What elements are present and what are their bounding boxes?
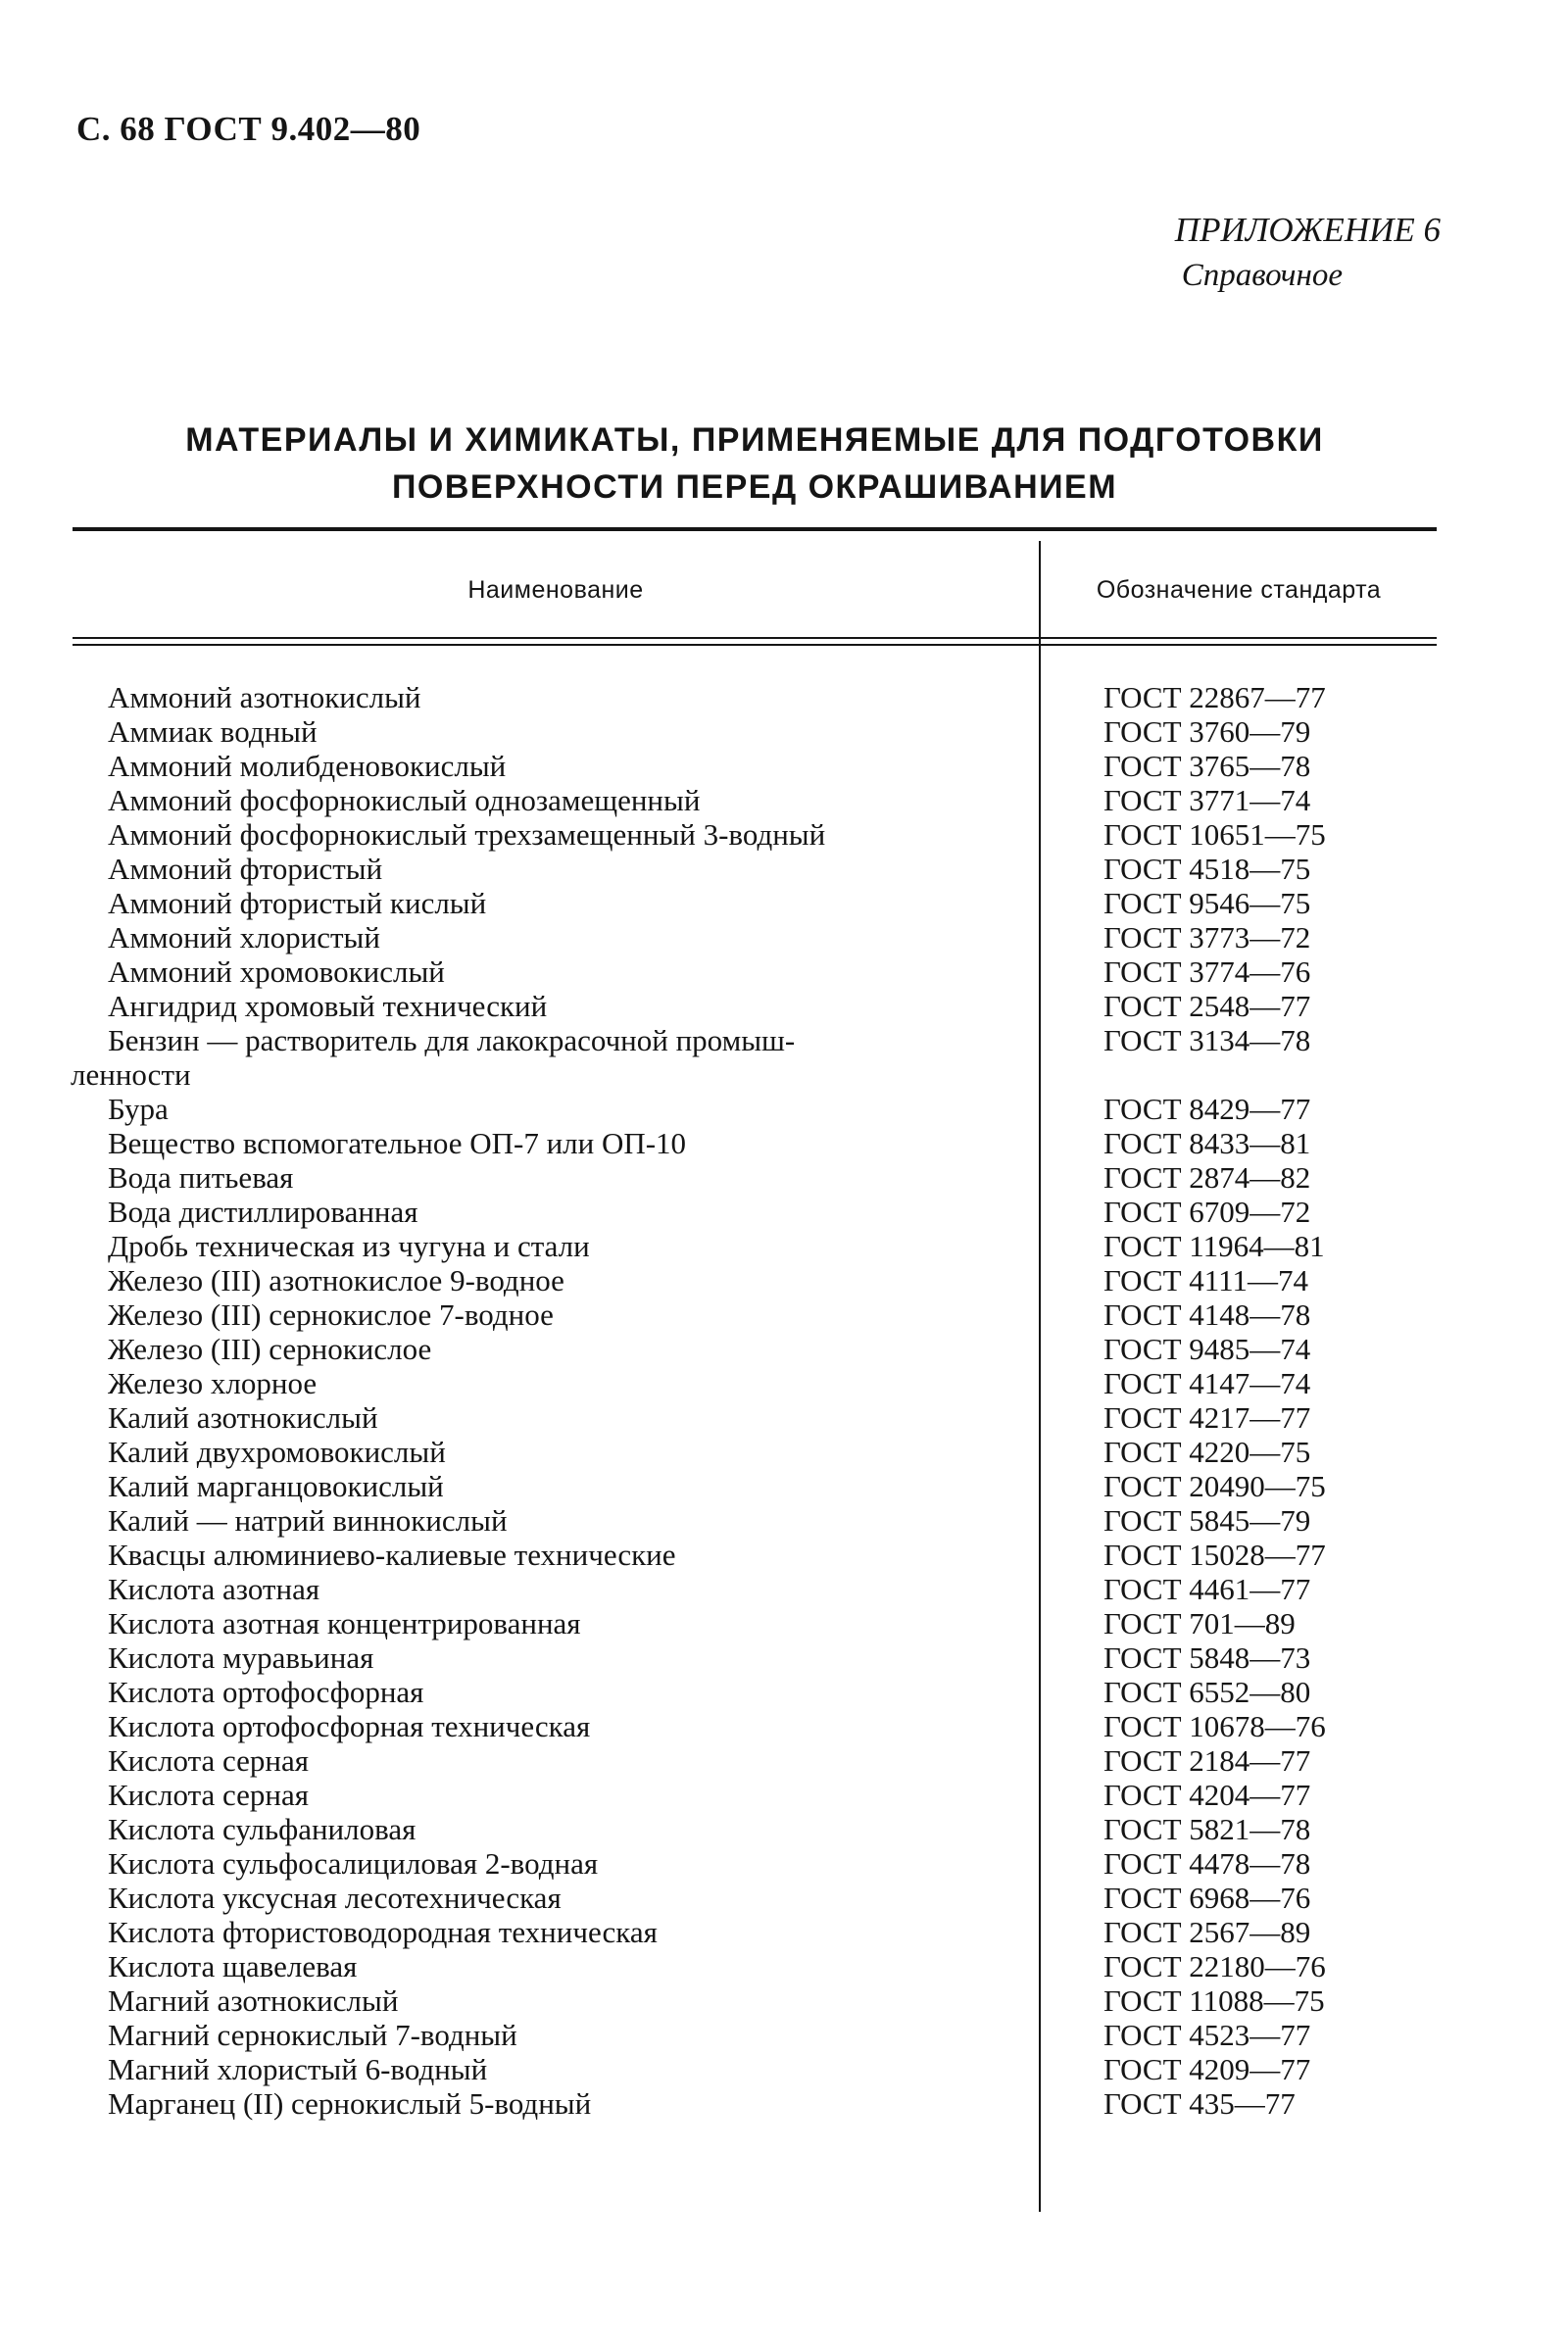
table-row	[0, 1195, 1568, 1229]
material-name	[108, 1195, 995, 1229]
standard-designation: ГОСТ 2184—77	[1103, 1743, 1311, 1778]
table-body	[0, 680, 1568, 2121]
material-name	[108, 1983, 995, 2018]
material-name-text: Магний азотнокислый	[108, 1983, 399, 2018]
material-name-text: Железо (III) азотнокислое 9-водное	[108, 1263, 564, 1297]
material-name-text: Железо (III) сернокислое	[108, 1332, 432, 1366]
material-name	[108, 1366, 995, 1400]
material-name	[108, 1881, 995, 1915]
table-row	[0, 886, 1568, 920]
table-row	[0, 1846, 1568, 1881]
material-name-text: Квасцы алюминиево-калиевые технические	[108, 1538, 676, 1572]
material-name	[108, 886, 995, 920]
standard-designation: ГОСТ 3773—72	[1103, 920, 1311, 954]
table-row	[0, 1435, 1568, 1469]
material-name-text: Кислота сульфосалициловая 2-водная	[108, 1846, 599, 1881]
material-name	[108, 1675, 995, 1709]
standard-designation: ГОСТ 5845—79	[1103, 1503, 1311, 1538]
header-rule	[73, 644, 1437, 646]
material-name	[108, 680, 995, 714]
standard-designation: ГОСТ 5821—78	[1103, 1812, 1311, 1846]
table-row	[0, 1503, 1568, 1538]
material-name-text: Кислота серная	[108, 1778, 310, 1812]
title-line-2: ПОВЕРХНОСТИ ПЕРЕД ОКРАШИВАНИЕМ	[391, 468, 1118, 506]
material-name	[108, 1640, 995, 1675]
material-name-text: Марганец (II) сернокислый 5-водный	[108, 2086, 592, 2121]
material-name-text: Вода питьевая	[108, 1160, 294, 1195]
table-row	[0, 1469, 1568, 1503]
table-row	[0, 1743, 1568, 1778]
table-row	[0, 920, 1568, 954]
material-name	[108, 989, 995, 1023]
material-name-text: Кислота ортофосфорная техническая	[108, 1709, 591, 1743]
material-name-text: Бура	[108, 1092, 169, 1126]
appendix-type: Справочное	[1181, 258, 1343, 293]
standard-designation: ГОСТ 2548—77	[1103, 989, 1311, 1023]
table-row	[0, 817, 1568, 852]
material-name	[108, 1778, 995, 1812]
material-name-text: Аммоний фосфорнокислый трехзамещенный 3-водный	[108, 817, 826, 852]
material-name-continuation: ленности	[71, 1057, 191, 1092]
table-row	[0, 1881, 1568, 1915]
running-head: С. 68 ГОСТ 9.402—80	[76, 110, 421, 148]
material-name-text: Аммиак водный	[108, 714, 318, 749]
table-row	[0, 1640, 1568, 1675]
title-line-1: МАТЕРИАЛЫ И ХИМИКАТЫ, ПРИМЕНЯЕМЫЕ ДЛЯ ПОДГОТОВКИ	[185, 421, 1324, 459]
table-row	[0, 1949, 1568, 1983]
standard-designation: ГОСТ 3760—79	[1103, 714, 1311, 749]
standard-designation: ГОСТ 3134—78	[1103, 1023, 1311, 1057]
material-name	[108, 1949, 995, 1983]
material-name-text: Кислота муравьиная	[108, 1640, 374, 1675]
standard-designation: ГОСТ 701—89	[1103, 1606, 1296, 1640]
standard-designation: ГОСТ 10678—76	[1103, 1709, 1326, 1743]
table-row	[0, 1263, 1568, 1297]
table-row	[0, 1606, 1568, 1640]
material-name-text: Вода дистиллированная	[108, 1195, 418, 1229]
material-name	[108, 1400, 995, 1435]
standard-designation: ГОСТ 4209—77	[1103, 2052, 1311, 2086]
standard-designation: ГОСТ 20490—75	[1103, 1469, 1326, 1503]
table-top-rule	[73, 527, 1437, 531]
material-name	[108, 1263, 995, 1297]
standard-designation: ГОСТ 6552—80	[1103, 1675, 1311, 1709]
standard-designation: ГОСТ 10651—75	[1103, 817, 1326, 852]
standard-designation: ГОСТ 9546—75	[1103, 886, 1311, 920]
table-row	[0, 2018, 1568, 2052]
table-row	[0, 783, 1568, 817]
material-name	[108, 749, 995, 783]
table-row	[0, 1126, 1568, 1160]
material-name-text: Аммоний хлористый	[108, 920, 380, 954]
standard-designation: ГОСТ 4204—77	[1103, 1778, 1311, 1812]
material-name-text: Калий марганцовокислый	[108, 1469, 444, 1503]
table-row	[0, 714, 1568, 749]
material-name-text: Аммоний молибденовокислый	[108, 749, 507, 783]
material-name-text: Аммоний хромовокислый	[108, 954, 445, 989]
material-name-text: Вещество вспомогательное ОП-7 или ОП-10	[108, 1126, 687, 1160]
appendix-label	[1175, 208, 1441, 298]
material-name-text: Калий двухромовокислый	[108, 1435, 446, 1469]
standard-designation: ГОСТ 4461—77	[1103, 1572, 1311, 1606]
material-name	[108, 1126, 995, 1160]
table-row	[0, 2052, 1568, 2086]
material-name-text: Аммоний фтористый кислый	[108, 886, 487, 920]
material-name-text: Калий — натрий виннокислый	[108, 1503, 508, 1538]
table-row	[0, 1812, 1568, 1846]
material-name-text: Кислота азотная концентрированная	[108, 1606, 581, 1640]
material-name	[108, 1572, 995, 1606]
standard-designation: ГОСТ 2567—89	[1103, 1915, 1311, 1949]
table-row	[0, 1915, 1568, 1949]
material-name	[108, 1538, 995, 1572]
header-rule	[73, 637, 1437, 639]
material-name	[108, 1297, 995, 1332]
material-name-text: Железо (III) сернокислое 7-водное	[108, 1297, 554, 1332]
table-row	[0, 680, 1568, 714]
table-row	[0, 1160, 1568, 1195]
material-name	[108, 1503, 995, 1538]
material-name	[108, 2018, 995, 2052]
standard-designation: ГОСТ 5848—73	[1103, 1640, 1311, 1675]
table-row	[0, 1572, 1568, 1606]
standard-designation: ГОСТ 4220—75	[1103, 1435, 1311, 1469]
material-name	[108, 783, 995, 817]
table-row	[0, 852, 1568, 886]
material-name-text: Кислота ортофосфорная	[108, 1675, 424, 1709]
material-name-text: Бензин — растворитель для лакокрасочной промыш-	[108, 1023, 796, 1057]
material-name	[108, 852, 995, 886]
material-name-text: Аммоний азотнокислый	[108, 680, 421, 714]
table-row	[0, 1332, 1568, 1366]
material-name	[108, 2086, 995, 2121]
material-name-text: Кислота уксусная лесотехническая	[108, 1881, 562, 1915]
material-name-text: Кислота азотная	[108, 1572, 320, 1606]
table-row	[0, 989, 1568, 1023]
document-title	[59, 416, 1450, 511]
material-name	[108, 954, 995, 989]
standard-designation: ГОСТ 22867—77	[1103, 680, 1326, 714]
table-row	[0, 1400, 1568, 1435]
standard-designation: ГОСТ 4217—77	[1103, 1400, 1311, 1435]
material-name	[108, 1743, 995, 1778]
material-name-text: Аммоний фтористый	[108, 852, 383, 886]
table-row	[0, 1366, 1568, 1400]
standard-designation: ГОСТ 435—77	[1103, 2086, 1296, 2121]
standard-designation: ГОСТ 4111—74	[1103, 1263, 1308, 1297]
appendix-number: ПРИЛОЖЕНИЕ 6	[1174, 211, 1441, 249]
standard-designation: ГОСТ 9485—74	[1103, 1332, 1311, 1366]
standard-designation: ГОСТ 3774—76	[1103, 954, 1311, 989]
material-name	[71, 1023, 995, 1092]
material-name-text: Железо хлорное	[108, 1366, 318, 1400]
standard-designation: ГОСТ 4518—75	[1103, 852, 1311, 886]
standard-designation: ГОСТ 11088—75	[1103, 1983, 1325, 2018]
standard-designation: ГОСТ 3765—78	[1103, 749, 1311, 783]
material-name	[108, 1229, 995, 1263]
material-name-text: Кислота серная	[108, 1743, 310, 1778]
table-row	[0, 749, 1568, 783]
table-row	[0, 1229, 1568, 1263]
table-row	[0, 2086, 1568, 2121]
material-name	[108, 920, 995, 954]
material-name-text: Магний хлористый 6-водный	[108, 2052, 488, 2086]
table-row	[0, 1983, 1568, 2018]
standard-designation: ГОСТ 4147—74	[1103, 1366, 1311, 1400]
standard-designation: ГОСТ 8429—77	[1103, 1092, 1311, 1126]
standard-designation: ГОСТ 11964—81	[1103, 1229, 1325, 1263]
table-row	[0, 1092, 1568, 1126]
table-row	[0, 1023, 1568, 1092]
column-header-standard: Обозначение стандарта	[1096, 576, 1382, 604]
material-name-text: Аммоний фосфорнокислый однозамещенный	[108, 783, 701, 817]
material-name	[108, 1606, 995, 1640]
table-row	[0, 1538, 1568, 1572]
standard-designation: ГОСТ 3771—74	[1103, 783, 1311, 817]
material-name-text: Магний сернокислый 7-водный	[108, 2018, 517, 2052]
table-row	[0, 1778, 1568, 1812]
standard-designation: ГОСТ 4523—77	[1103, 2018, 1311, 2052]
table-row	[0, 1675, 1568, 1709]
standard-designation: ГОСТ 8433—81	[1103, 1126, 1311, 1160]
material-name-text: Кислота сульфаниловая	[108, 1812, 416, 1846]
material-name	[108, 1092, 995, 1126]
standard-designation: ГОСТ 2874—82	[1103, 1160, 1311, 1195]
material-name	[108, 1915, 995, 1949]
standard-designation: ГОСТ 6968—76	[1103, 1881, 1311, 1915]
material-name	[108, 1812, 995, 1846]
material-name	[108, 714, 995, 749]
table-row	[0, 954, 1568, 989]
table-row	[0, 1297, 1568, 1332]
table-row	[0, 1709, 1568, 1743]
material-name-text: Кислота фтористоводородная техническая	[108, 1915, 658, 1949]
material-name-text: Ангидрид хромовый технический	[108, 989, 548, 1023]
material-name-text: Кислота щавелевая	[108, 1949, 358, 1983]
material-name	[108, 1435, 995, 1469]
standard-designation: ГОСТ 22180—76	[1103, 1949, 1326, 1983]
material-name	[108, 1160, 995, 1195]
material-name	[108, 817, 995, 852]
standard-designation: ГОСТ 6709—72	[1103, 1195, 1311, 1229]
column-header-name: Наименование	[467, 576, 644, 604]
material-name-text: Дробь техническая из чугуна и стали	[108, 1229, 590, 1263]
material-name	[108, 1469, 995, 1503]
standard-designation: ГОСТ 15028—77	[1103, 1538, 1326, 1572]
material-name-text: Калий азотнокислый	[108, 1400, 378, 1435]
standard-designation: ГОСТ 4478—78	[1103, 1846, 1311, 1881]
material-name	[108, 1709, 995, 1743]
material-name	[108, 1846, 995, 1881]
material-name	[108, 1332, 995, 1366]
material-name	[108, 2052, 995, 2086]
standard-designation: ГОСТ 4148—78	[1103, 1297, 1311, 1332]
